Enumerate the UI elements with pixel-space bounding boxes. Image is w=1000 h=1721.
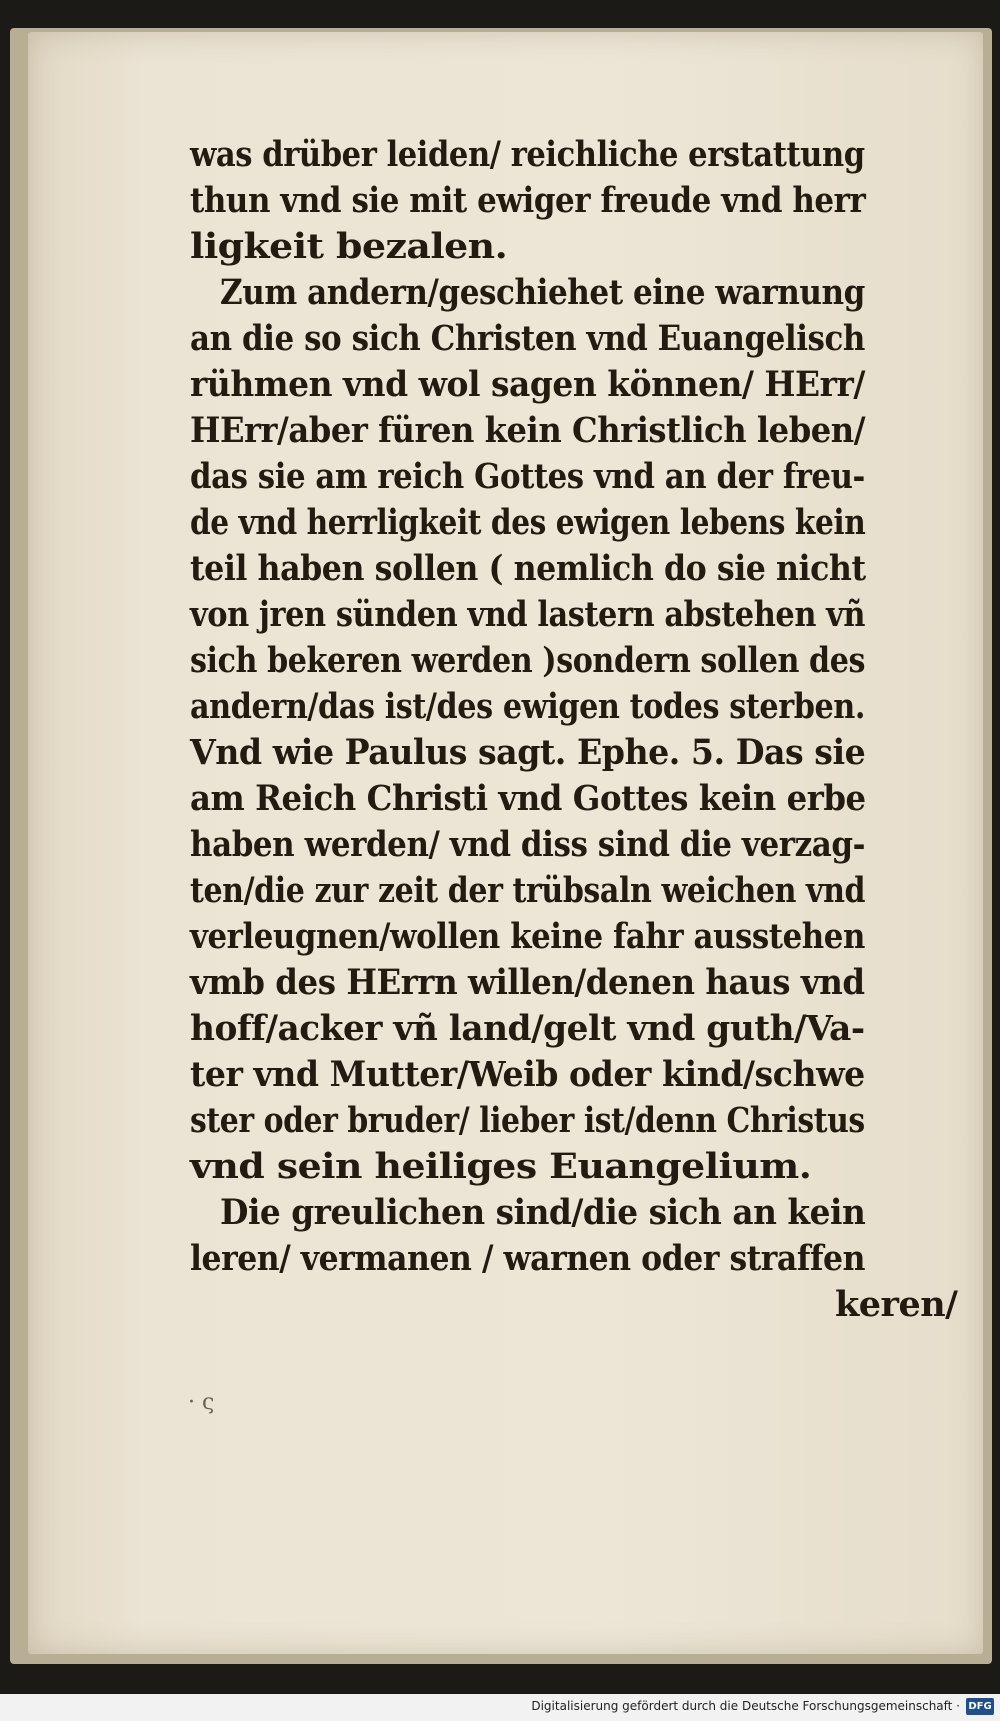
- text-line: HErr/aber füren kein Christlich leben/: [190, 410, 866, 451]
- text-line: ter vnd Mutter/Weib oder kind/schwe: [190, 1054, 865, 1095]
- text-line: vnd sein heiliges Euangelium.: [190, 1146, 812, 1187]
- text-line: ten/die zur zeit der trübsaln weichen vnd: [190, 870, 866, 911]
- text-line: was drüber leiden/ reichliche erstattung: [190, 134, 865, 175]
- text-line: Die greulichen sind/die sich an kein: [220, 1192, 866, 1233]
- catchword: keren/: [835, 1284, 958, 1325]
- text-line: hoff/acker vñ land/gelt vnd guth/Va-: [190, 1008, 865, 1049]
- text-line: Zum andern/geschiehet eine warnung: [220, 272, 865, 313]
- text-line: andern/das ist/des ewigen todes sterben.: [190, 686, 865, 727]
- text-line: de vnd herrligkeit des ewigen lebens kein: [190, 502, 866, 543]
- text-line: haben werden/ vnd diss sind die verzag-: [190, 824, 866, 865]
- text-line: rühmen vnd wol sagen können/ HErr/: [190, 364, 865, 405]
- text-line: an die so sich Christen vnd Euangelisch: [190, 318, 865, 359]
- text-line: Vnd wie Paulus sagt. Ephe. 5. Das sie: [190, 732, 866, 773]
- dfg-logo-icon: DFG: [966, 1698, 994, 1715]
- text-line: teil haben sollen ( nemlich do sie nicht: [190, 548, 866, 589]
- text-line: ster oder bruder/ lieber ist/denn Christus: [190, 1100, 865, 1141]
- text-line: ligkeit bezalen.: [190, 226, 508, 267]
- text-line: verleugnen/wollen keine fahr ausstehen: [190, 916, 865, 957]
- text-line: thun vnd sie mit ewiger freude vnd herr: [190, 180, 866, 221]
- text-line: leren/ vermanen / warnen oder straffen: [190, 1238, 866, 1279]
- margin-mark: · ς: [188, 1390, 215, 1415]
- text-line: am Reich Christi vnd Gottes kein erbe: [190, 778, 866, 819]
- text-line: vmb des HErrn willen/denen haus vnd: [190, 962, 865, 1003]
- funding-credit: Digitalisierung gefördert durch die Deutsche Forschungsgemeinschaft ·: [531, 1699, 960, 1713]
- text-line: das sie am reich Gottes vnd an der freu-: [190, 456, 865, 497]
- text-line: von jren sünden vnd lastern abstehen vñ: [190, 594, 866, 635]
- footer-bar: [0, 1694, 1000, 1721]
- text-line: sich bekeren werden )sondern sollen des: [190, 640, 866, 681]
